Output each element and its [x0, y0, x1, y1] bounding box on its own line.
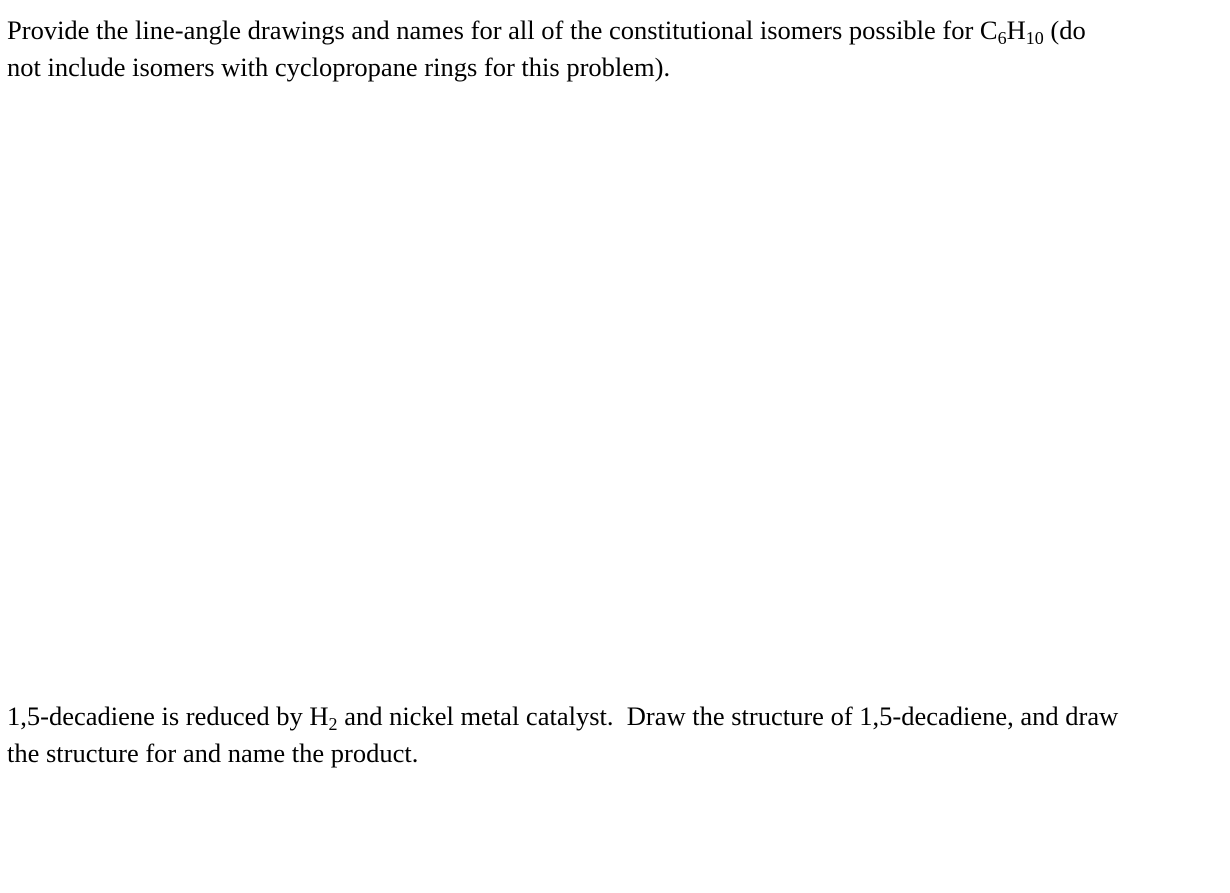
- h2-subscript: 2: [328, 714, 338, 735]
- question-2: [7, 698, 1223, 772]
- question-2-line-2: the structure for and name the product.: [7, 738, 419, 768]
- question-1-line-2: not include isomers with cyclopropane rings for this problem).: [7, 52, 671, 82]
- question-1: [7, 12, 1223, 86]
- formula-hydrogen: H: [1006, 15, 1026, 45]
- question-2-text-end: and nickel metal catalyst. Draw the structure of 1,5-decadiene, and draw: [337, 701, 1119, 731]
- question-1-text-end: (do: [1043, 15, 1086, 45]
- formula-carbon-subscript: 6: [997, 28, 1007, 49]
- question-1-line-1: [7, 12, 1223, 49]
- question-2-line-1: [7, 698, 1223, 735]
- question-2-text-start: 1,5-decadiene is reduced by H: [7, 701, 329, 731]
- question-1-text-start: Provide the line-angle drawings and names for all of the constitutional isomers possible for C: [7, 15, 998, 45]
- formula-hydrogen-subscript: 10: [1025, 28, 1044, 49]
